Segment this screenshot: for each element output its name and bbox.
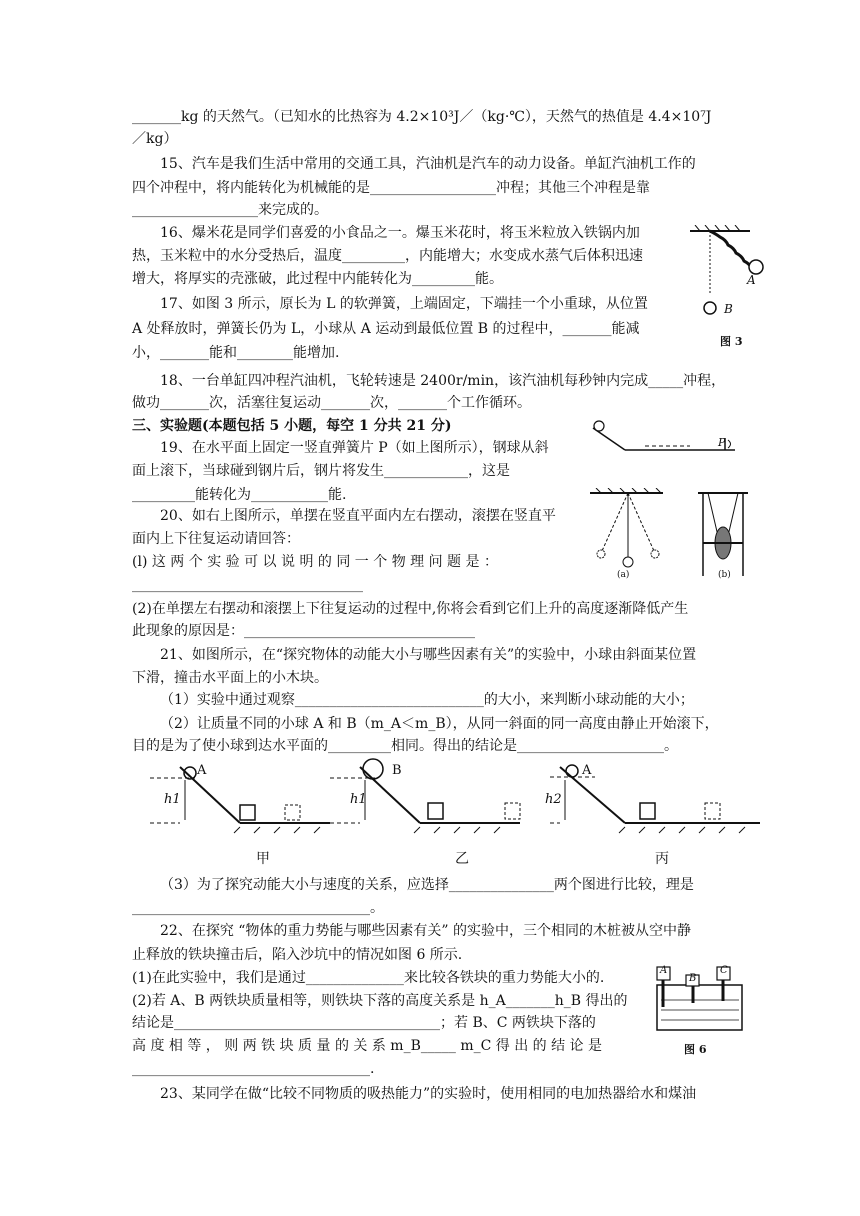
text-line: （2）让质量不同的小球 A 和 B（m_A＜m_B），从同一斜面的同一高度由静止开始滚下， <box>160 716 719 732</box>
block-label: A <box>660 965 668 976</box>
figure-6-caption: 图 6 <box>684 1043 707 1056</box>
ramp-ball-label: B <box>392 763 402 778</box>
text-line: 止释放的铁块撞击后，陷入沙坑中的情况如图 6 所示. <box>132 947 463 963</box>
block-label: C <box>720 965 728 976</box>
text-line: 目的是为了使小球到达水平面的_________相同。得出的结论是_____________________。 <box>132 738 678 754</box>
question-18: 18、一台单缸四冲程汽油机，飞轮转速是 2400r/min，该汽油机每秒钟内完成_____冲程， <box>160 373 726 389</box>
text-line: 此现象的原因是：_________________________________ <box>132 623 475 639</box>
text-line: 结论是______________________________________；若 B、C 两铁块下落的 <box>132 1015 596 1031</box>
ramp-ball-label: A <box>582 763 592 778</box>
text-line: （3）为了探究动能大小与速度的关系，应选择_______________两个图进行比较，理是 <box>160 877 694 893</box>
block-label: B <box>689 973 697 984</box>
question-20: 20、如右上图所示，单摆在竖直平面内左右摆动，滚摆在竖直平 <box>160 508 556 524</box>
text-line: 面上滚下，当球碰到钢片后，钢片将发生____________，这是 <box>132 463 510 479</box>
question-21: 21、如图所示，在“探究物体的动能大小与哪些因素有关”的实验中，小球由斜面某位置 <box>160 647 697 663</box>
text-line: (l) 这 两 个 实 验 可 以 说 明 的 同 一 个 物 理 问 题 是 ： <box>132 554 498 570</box>
text-line: _________________________________ <box>132 577 363 593</box>
figure-caption: 甲 <box>256 851 270 867</box>
text-line: 四个冲程中，将内能转化为机械能的是__________________冲程；其他三个冲程是靠 <box>132 180 650 196</box>
text-line: __________________________________。 <box>132 900 384 916</box>
text-line: (2)若 A、B 两铁块质量相等，则铁块下落的高度关系是 h_A_______h_B 得出的 <box>132 993 628 1009</box>
figure-a-caption: (a) <box>617 570 630 580</box>
question-23: 23、某同学在做“比较不同物质的吸热能力”的实验时，使用相同的电加热器给水和煤油 <box>160 1086 697 1102</box>
text-line: (1)在此实验中，我们是通过______________来比较各铁块的重力势能大小的. <box>132 970 605 986</box>
text-line: 高 度 相 等 ， 则 两 铁 块 质 量 的 关 系 m_B_____ m_C 得 出 的 结 论 是 <box>132 1038 603 1054</box>
text-line: 下滑，撞击水平面上的小木块。 <box>132 670 328 686</box>
text-line: 做功_______次，活塞往复运动_______次，_______个工作循环。 <box>132 395 531 411</box>
text-line: __________________________________. <box>132 1061 375 1077</box>
question-17: 17、如图 3 所示，原长为 L 的软弹簧，上端固定，下端挂一个小重球，从位置 <box>160 296 648 312</box>
text-line: 面内上下往复运动请回答： <box>132 531 300 547</box>
question-19: 19、在水平面上固定一竖直弹簧片 P（如上图所示），钢球从斜 <box>160 440 549 456</box>
text-line: 小，_______能和________能增加. <box>132 345 340 361</box>
question-16: 16、爆米花是同学们喜爱的小食品之一。爆玉米花时，将玉米粒放入铁锅内加 <box>160 225 640 241</box>
section-3-heading: 三、实验题(本题包括 5 小题，每空 1 分共 21 分) <box>132 418 452 434</box>
question-15: 15、汽车是我们生活中常用的交通工具，汽油机是汽车的动力设备。单缸汽油机工作的 <box>160 156 696 172</box>
position-b-label: B <box>724 302 733 316</box>
figure-caption: 丙 <box>655 851 669 867</box>
question-22: 22、在探究 “物体的重力势能与哪些因素有关” 的实验中，三个相同的木桩被从空中静 <box>160 923 692 939</box>
text-line: __________________来完成的。 <box>132 202 328 218</box>
sand-pit-figure <box>655 965 745 1035</box>
height-label: h1 <box>164 792 181 807</box>
text-line: A 处释放时，弹簧长仍为 L，小球从 A 运动到最低位置 B 的过程中，_______能减 <box>132 321 640 337</box>
text-line: _________能转化为___________能. <box>132 487 347 503</box>
text-line: (2)在单摆左右摆动和滚摆上下往复运动的过程中,你将会看到它们上升的高度逐渐降低产生 <box>132 601 689 617</box>
ramp-ball-label: A <box>197 763 207 778</box>
height-label: h1 <box>350 792 367 807</box>
text-line: （1）实验中通过观察___________________________的大小，来判断小球动能的大小； <box>160 692 694 708</box>
spring-plate-label: P <box>718 436 726 449</box>
position-a-label: A <box>747 273 756 287</box>
text-line: ／kg） <box>132 131 178 147</box>
ramp-figures <box>150 755 790 885</box>
figure-caption: 乙 <box>455 851 469 867</box>
text-line: 热，玉米粒中的水分受热后，温度_________，内能增大；水变成水蒸气后体积迅速 <box>132 248 643 264</box>
figure-b-caption: (b) <box>718 570 731 580</box>
figure-3-caption: 图 3 <box>720 335 743 348</box>
pendulum-figures <box>588 488 763 583</box>
text-line: 增大，将厚实的壳涨破，此过程中内能转化为_________能。 <box>132 271 503 287</box>
text-line: _______kg 的天然气。（已知水的比热容为 4.2×10³J／（kg·℃），天然气的热值是 4.4×10⁷J <box>132 109 712 125</box>
height-label: h2 <box>545 792 562 807</box>
